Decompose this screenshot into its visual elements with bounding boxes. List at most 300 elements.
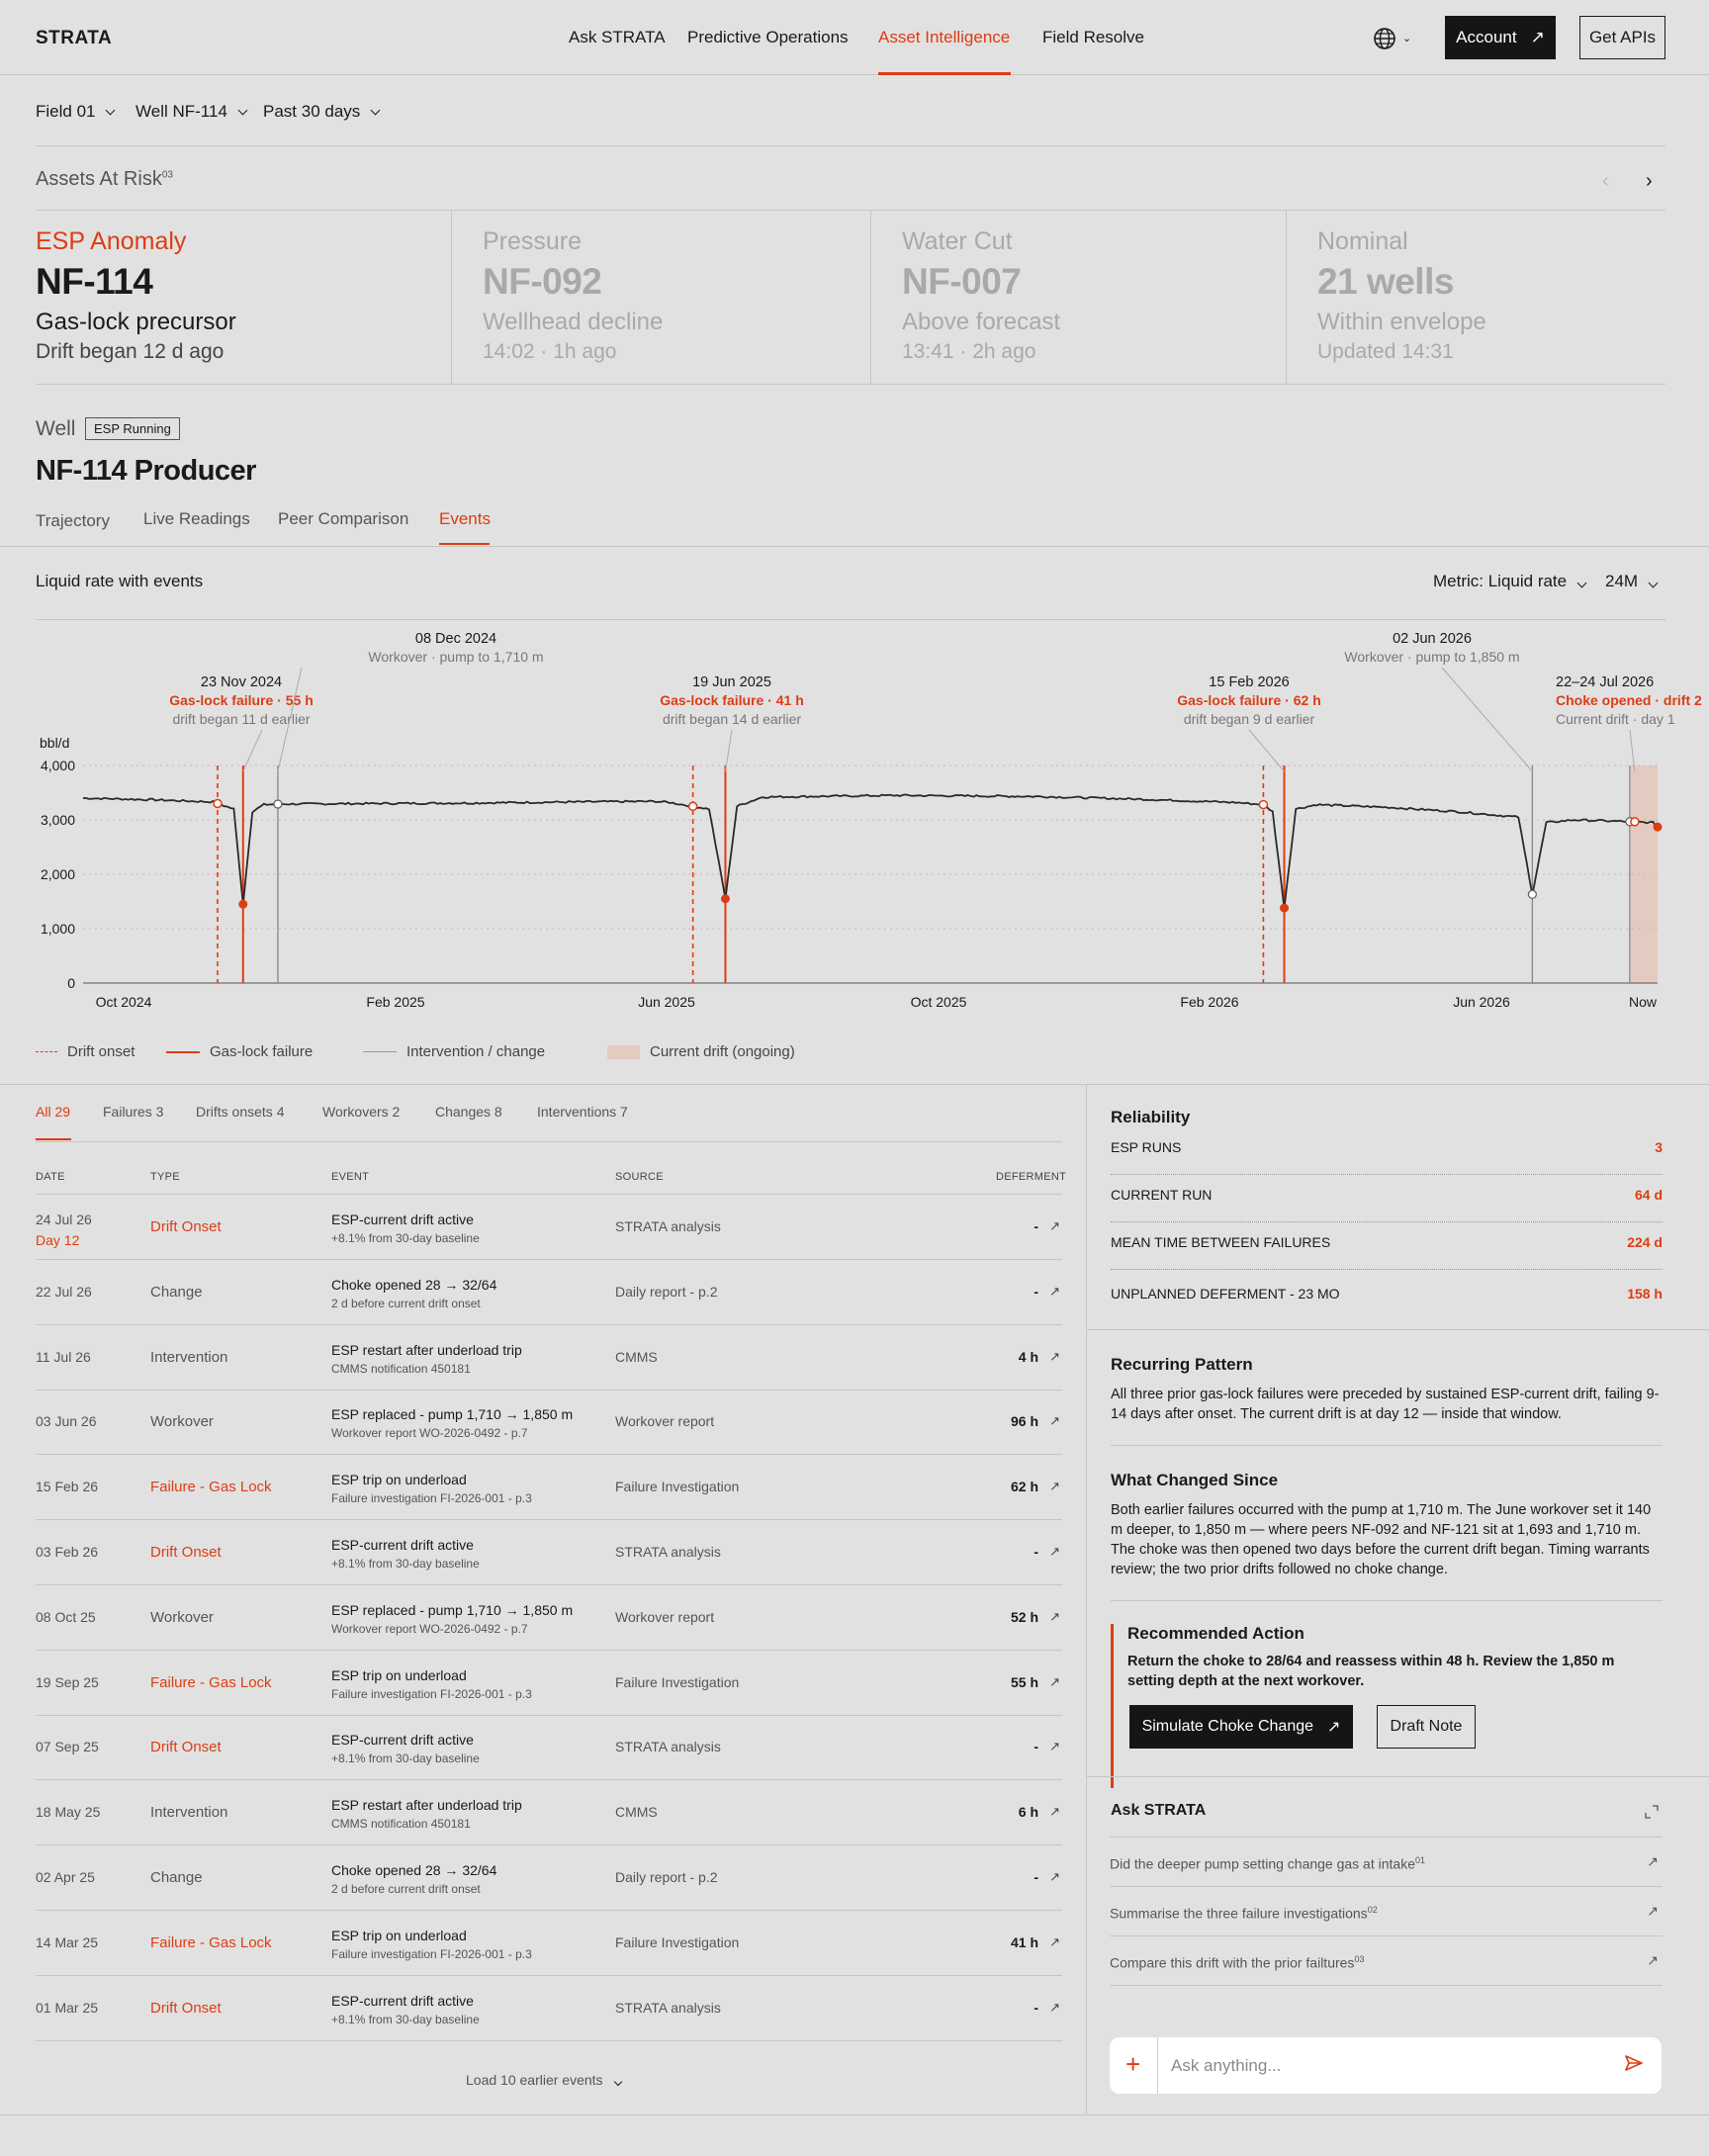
divider (36, 384, 1665, 385)
suggestion-label: Did the deeper pump setting change gas at intake (1110, 1855, 1415, 1872)
chevron-down-icon (237, 105, 247, 115)
table-row[interactable] (36, 1390, 1062, 1455)
chevron-down-icon (613, 2078, 621, 2086)
legend-label: Intervention / change (406, 1043, 546, 1060)
event-deferment: - (1034, 1999, 1038, 2016)
event-deferment: 6 h (1018, 1804, 1038, 1821)
table-row[interactable] (36, 1845, 1062, 1911)
event-title: ESP restart after underload trip (331, 1341, 522, 1358)
input-divider (1157, 2037, 1158, 2094)
event-deferment: - (1034, 1283, 1038, 1300)
suggestion-text (1110, 1905, 1378, 1922)
asset-status: Wellhead decline (483, 309, 664, 335)
period-filter-label: Past 30 days (263, 102, 361, 121)
divider (0, 546, 1709, 547)
asset-category: Nominal (1317, 227, 1408, 255)
event-date: 11 Jul 26 (36, 1348, 91, 1365)
current-drift-band (1630, 765, 1658, 983)
event-source: STRATA analysis (615, 1999, 721, 2016)
y-tick-label: 3,000 (40, 812, 75, 828)
event-title: Choke opened 28 → 32/64 (331, 1276, 497, 1293)
tab-events[interactable]: Events (439, 509, 491, 528)
asset-id: NF-092 (483, 261, 602, 302)
send-icon[interactable] (1624, 2053, 1644, 2073)
account-button[interactable] (1445, 16, 1556, 59)
event-subtitle: Failure investigation FI-2026-001 - p.3 (331, 1946, 532, 1961)
column-header-source[interactable]: SOURCE (615, 1171, 664, 1183)
divider (1111, 1600, 1663, 1601)
reliability-row (1111, 1175, 1663, 1222)
assets-title-text: Assets At Risk (36, 168, 162, 190)
liquid-rate-chart (0, 623, 1709, 1029)
annotation-title: Gas-lock failure · 62 h (1177, 692, 1321, 708)
divider (36, 619, 1665, 620)
event-type: Drift Onset (150, 1739, 222, 1756)
x-tick-label: Oct 2025 (910, 994, 967, 1010)
column-header-date[interactable]: DATE (36, 1171, 65, 1183)
y-axis-unit: bbl/d (40, 735, 70, 751)
annotation-date: 08 Dec 2024 (414, 631, 497, 647)
event-date: 15 Feb 26 (36, 1479, 99, 1495)
event-title: ESP-current drift active (331, 1732, 474, 1749)
table-row[interactable] (36, 1715, 1062, 1780)
tab-live-readings[interactable]: Live Readings (143, 509, 250, 528)
event-type: Workover (150, 1413, 214, 1431)
event-type: Change (150, 1283, 203, 1301)
drift-onset-marker (689, 802, 697, 810)
event-source: Failure Investigation (615, 1479, 740, 1495)
event-deferment: 4 h (1018, 1348, 1038, 1365)
table-row[interactable] (36, 1455, 1062, 1520)
suggestion-label: Compare this drift with the prior failtures (1110, 1954, 1355, 1971)
suggestion-label: Summarise the three failure investigations (1110, 1905, 1368, 1922)
page-title: NF-114 Producer (36, 455, 256, 487)
period-filter[interactable] (263, 102, 379, 122)
table-row[interactable] (36, 1260, 1062, 1325)
event-date: 08 Oct 25 (36, 1608, 96, 1625)
next-arrow-icon[interactable]: › (1646, 170, 1653, 192)
event-subtitle: 2 d before current drift onset (331, 1296, 481, 1310)
event-date: 24 Jul 26 (36, 1212, 92, 1227)
arrow-up-right-icon[interactable]: ↗ (1049, 1479, 1060, 1494)
column-header-type[interactable]: TYPE (150, 1171, 180, 1183)
y-tick-label: 4,000 (40, 758, 75, 773)
arrow-up-right-icon[interactable]: ↗ (1049, 1869, 1060, 1884)
annotation-subtitle: drift began 9 d earlier (1183, 711, 1315, 727)
divider (1111, 1445, 1663, 1446)
event-title: Choke opened 28 → 32/64 (331, 1862, 497, 1878)
y-tick-label: 1,000 (40, 921, 75, 937)
event-source: Daily report - p.2 (615, 1283, 718, 1300)
event-source: STRATA analysis (615, 1218, 721, 1234)
failure-swatch (166, 1051, 200, 1053)
asset-category: ESP Anomaly (36, 227, 187, 255)
event-deferment: 41 h (1010, 1933, 1038, 1950)
event-date: 22 Jul 26 (36, 1283, 92, 1300)
event-subtitle: +8.1% from 30-day baseline (331, 1557, 480, 1571)
metric-value: 158 h (1627, 1286, 1663, 1302)
metric-label: ESP RUNS (1111, 1139, 1182, 1155)
event-subtitle: Workover report WO-2026-0492 - p.7 (331, 1621, 528, 1636)
annotation-title: Gas-lock failure · 41 h (660, 692, 804, 708)
suggestion-text (1110, 1954, 1364, 1971)
event-subtitle: Failure investigation FI-2026-001 - p.3 (331, 1491, 532, 1506)
well-filter[interactable] (135, 102, 246, 122)
annotation-date: 15 Feb 2026 (1209, 674, 1290, 690)
event-deferment: 96 h (1010, 1413, 1038, 1430)
range-select-label: 24M (1605, 572, 1639, 590)
annotation-date: 02 Jun 2026 (1393, 631, 1472, 647)
card-divider (451, 210, 452, 384)
annotation-subtitle: Current drift · day 1 (1556, 711, 1675, 727)
annotation-subtitle: drift began 14 d earlier (662, 711, 802, 727)
previous-arrow-icon[interactable]: ‹ (1602, 170, 1609, 192)
annotation-title: Choke opened · drift 2 (1556, 692, 1702, 708)
event-title: ESP trip on underload (331, 1472, 467, 1488)
divider (1086, 1776, 1709, 1777)
reliability-title: Reliability (1111, 1108, 1191, 1126)
event-source: Daily report - p.2 (615, 1869, 718, 1885)
asset-detail: Updated 14:31 (1317, 340, 1454, 363)
nav-field-resolve[interactable]: Field Resolve (1042, 28, 1144, 46)
event-type: Workover (150, 1608, 214, 1626)
recurring-pattern-section (1111, 1355, 1663, 1424)
asset-id: NF-114 (36, 261, 153, 302)
suggestion-text (1110, 1855, 1425, 1872)
chevron-down-icon (371, 105, 381, 115)
table-row[interactable] (36, 1976, 1062, 2041)
metric-select-label: Metric: Liquid rate (1433, 572, 1568, 590)
intervention-marker (1528, 890, 1536, 898)
event-date: 03 Feb 26 (36, 1544, 99, 1560)
asset-category: Pressure (483, 227, 583, 255)
current-drift-marker (1631, 818, 1639, 826)
annotation-subtitle: drift began 11 d earlier (172, 711, 311, 727)
event-title: ESP trip on underload (331, 1666, 467, 1683)
x-tick-label: Jun 2025 (638, 994, 695, 1010)
divider (0, 2114, 1709, 2115)
ask-strata-section (1111, 1802, 1663, 1820)
chevron-down-icon (1577, 579, 1587, 588)
event-title: ESP restart after underload trip (331, 1797, 522, 1814)
event-type: Drift Onset (150, 1544, 222, 1561)
chevron-down-icon (1649, 579, 1659, 588)
y-tick-label: 0 (67, 975, 75, 991)
what-changed-text: Both earlier failures occurred with the pump at 1,710 m. The June workover set it 140 m deeper, to 1,850 m — where peers NF-092 and NF-121 sit at 1,693 and 1,710 m. The choke was then opened two days before the current drift began. Timing warrants review; the two prior drifts followed no choke change. (1111, 1502, 1652, 1577)
annotation-date: 23 Nov 2024 (200, 674, 283, 690)
annotation-subtitle: Workover · pump to 1,710 m (368, 649, 544, 665)
reliability-row (1111, 1222, 1663, 1270)
annotation-leader (243, 730, 262, 771)
arrow-up-right-icon: ↗ (1647, 1903, 1659, 1919)
event-deferment: - (1034, 1218, 1038, 1234)
filter-tab-all[interactable]: All 29 (36, 1104, 71, 1120)
recurring-pattern-text: All three prior gas-lock failures were preceded by sustained ESP-current drift, failing 9-14 days after onset. The current drift is at day 12 — inside that window. (1111, 1387, 1660, 1422)
reliability-row (1111, 1274, 1663, 1321)
event-type: Failure - Gas Lock (150, 1479, 272, 1496)
arrow-up-right-icon[interactable]: ↗ (1049, 1739, 1060, 1754)
asset-card-nf-007[interactable] (902, 210, 1286, 384)
ask-strata-title: Ask STRATA (1111, 1802, 1207, 1819)
x-tick-label: Jun 2026 (1453, 994, 1510, 1010)
event-day: Day 12 (36, 1232, 80, 1248)
event-title: ESP replaced - pump 1,710 → 1,850 m (331, 1601, 574, 1618)
event-source: Workover report (615, 1413, 715, 1430)
tab-trajectory[interactable]: Trajectory (36, 511, 110, 530)
intervention-marker (274, 800, 282, 808)
account-label: Account (1456, 28, 1517, 46)
intervention-swatch (363, 1051, 397, 1052)
event-deferment: 52 h (1010, 1608, 1038, 1625)
event-type: Change (150, 1869, 203, 1886)
asset-card-nf-114[interactable] (36, 210, 451, 384)
event-date: 01 Mar 25 (36, 1999, 99, 2016)
event-source: Workover report (615, 1608, 715, 1625)
panel-divider (1086, 1084, 1087, 2114)
suggestion-number: 02 (1367, 1905, 1378, 1915)
divider (1086, 1329, 1709, 1330)
event-type: Intervention (150, 1804, 228, 1822)
arrow-up-right-icon[interactable]: ↗ (1049, 1804, 1060, 1820)
event-subtitle: CMMS notification 450181 (331, 1361, 471, 1376)
nav-active-indicator (878, 72, 1011, 75)
event-source: STRATA analysis (615, 1739, 721, 1755)
well-label: Well (36, 417, 76, 440)
legend-drift-onset (36, 1043, 135, 1060)
failure-marker (238, 900, 247, 909)
recommended-action-box (1111, 1624, 1663, 1788)
legend-label: Drift onset (67, 1043, 135, 1060)
assets-count: 03 (161, 169, 173, 181)
card-divider (870, 210, 871, 384)
metric-label: MEAN TIME BETWEEN FAILURES (1111, 1234, 1331, 1250)
globe-icon[interactable] (1373, 27, 1396, 50)
event-deferment: - (1034, 1869, 1038, 1885)
metric-value: 64 d (1634, 1187, 1663, 1203)
metric-value: 224 d (1627, 1234, 1663, 1250)
legend-intervention (363, 1043, 545, 1060)
annotation-date: 22–24 Jul 2026 (1556, 674, 1655, 690)
arrow-up-right-icon[interactable]: ↗ (1049, 1933, 1060, 1949)
well-filter-label: Well NF-114 (135, 102, 227, 121)
asset-detail: 13:41 · 2h ago (902, 340, 1036, 363)
metric-value: 3 (1655, 1139, 1663, 1155)
x-tick-label: Feb 2026 (1180, 994, 1239, 1010)
chart-title: Liquid rate with events (36, 572, 204, 590)
event-type: Drift Onset (150, 1218, 222, 1235)
load-more-button[interactable] (466, 2072, 621, 2088)
annotation-title: Gas-lock failure · 55 h (169, 692, 314, 708)
ask-suggestion[interactable] (1110, 1887, 1663, 1936)
x-tick-label: Feb 2025 (366, 994, 425, 1010)
event-source: STRATA analysis (615, 1544, 721, 1560)
event-source: Failure Investigation (615, 1673, 740, 1690)
table-row[interactable] (36, 1651, 1062, 1716)
asset-id: NF-007 (902, 261, 1022, 302)
asset-card-nominal[interactable] (1317, 210, 1665, 384)
event-date: 19 Sep 25 (36, 1673, 99, 1690)
expand-icon[interactable] (1645, 1805, 1659, 1819)
event-subtitle: +8.1% from 30-day baseline (331, 1752, 480, 1766)
what-changed-section (1111, 1471, 1663, 1579)
event-type: Drift Onset (150, 1999, 222, 2017)
event-deferment: 62 h (1010, 1479, 1038, 1495)
event-title: ESP trip on underload (331, 1927, 467, 1943)
arrow-up-right-icon[interactable]: ↗ (1049, 1544, 1060, 1559)
event-date: 02 Apr 25 (36, 1869, 95, 1885)
event-date: 03 Jun 26 (36, 1413, 97, 1430)
simulate-label: Simulate Choke Change (1141, 1718, 1314, 1735)
table-row[interactable] (36, 1195, 1062, 1260)
tab-peer-comparison[interactable]: Peer Comparison (278, 509, 409, 528)
divider (36, 1141, 1062, 1142)
event-title: ESP-current drift active (331, 1537, 474, 1553)
asset-detail: 14:02 · 1h ago (483, 340, 617, 363)
event-subtitle: CMMS notification 450181 (331, 1817, 471, 1832)
table-row[interactable] (36, 1325, 1062, 1391)
table-row[interactable] (36, 1520, 1062, 1585)
draft-note-button[interactable]: Draft Note (1377, 1705, 1476, 1749)
ask-input[interactable] (1171, 2051, 1606, 2081)
latest-value-marker (1654, 823, 1663, 832)
ask-suggestion[interactable] (1110, 1838, 1663, 1887)
field-filter[interactable] (36, 102, 114, 122)
annotation-subtitle: Workover · pump to 1,850 m (1344, 649, 1520, 665)
event-date: 07 Sep 25 (36, 1739, 99, 1755)
filter-tab-interventions[interactable]: Interventions 7 (537, 1104, 628, 1120)
table-row[interactable] (36, 1911, 1062, 1976)
ask-suggestion[interactable] (1110, 1936, 1663, 1986)
event-type: Intervention (150, 1348, 228, 1366)
event-deferment: - (1034, 1544, 1038, 1560)
get-apis-button[interactable]: Get APIs (1579, 16, 1665, 59)
assets-at-risk-title (36, 168, 173, 191)
event-title: ESP replaced - pump 1,710 → 1,850 m (331, 1406, 574, 1423)
arrow-up-right-icon[interactable]: ↗ (1049, 1413, 1060, 1429)
metric-label: UNPLANNED DEFERMENT - 23 MO (1111, 1286, 1340, 1302)
nav-asset-intelligence[interactable]: Asset Intelligence (878, 28, 1011, 46)
event-source: CMMS (615, 1348, 658, 1365)
x-tick-label: Now (1628, 994, 1658, 1010)
arrow-up-right-icon[interactable]: ↗ (1049, 1999, 1060, 2015)
metric-label: CURRENT RUN (1111, 1187, 1213, 1203)
asset-card-nf-092[interactable] (483, 210, 870, 384)
event-subtitle: +8.1% from 30-day baseline (331, 2012, 480, 2026)
load-more-label: Load 10 earlier events (466, 2072, 603, 2088)
range-select[interactable] (1605, 572, 1657, 591)
divider (36, 145, 1665, 146)
language-chevron-down-icon[interactable]: ⌄ (1402, 33, 1412, 45)
annotation-date: 19 Jun 2025 (692, 674, 771, 690)
recommended-action-text: Return the choke to 28/64 and reassess within 48 h. Review the 1,850 m setting depth at the next workover. (1127, 1654, 1615, 1689)
table-row[interactable] (36, 1585, 1062, 1651)
asset-status: Within envelope (1317, 309, 1486, 335)
asset-status: Above forecast (902, 309, 1061, 335)
simulate-choke-change-button[interactable] (1129, 1705, 1353, 1749)
event-title: ESP-current drift active (331, 1992, 474, 2009)
event-subtitle: Workover report WO-2026-0492 - p.7 (331, 1426, 528, 1441)
divider (0, 1084, 1709, 1085)
arrow-up-right-icon: ↗ (1530, 28, 1545, 46)
plus-icon[interactable]: + (1125, 2049, 1141, 2079)
arrow-up-right-icon[interactable]: ↗ (1049, 1283, 1060, 1299)
chevron-down-icon (106, 105, 116, 115)
event-title: ESP-current drift active (331, 1212, 474, 1227)
drift-onset-swatch (36, 1051, 57, 1052)
failure-marker (1280, 904, 1289, 913)
event-type: Failure - Gas Lock (150, 1933, 272, 1951)
event-subtitle: Failure investigation FI-2026-001 - p.3 (331, 1686, 532, 1701)
reliability-row (1111, 1127, 1663, 1175)
legend-label: Gas-lock failure (210, 1043, 314, 1060)
legend-current-drift (607, 1043, 795, 1060)
filter-tab-changes[interactable]: Changes 8 (435, 1104, 502, 1120)
arrow-up-right-icon: ↗ (1647, 1952, 1659, 1968)
arrow-up-right-icon[interactable]: ↗ (1049, 1673, 1060, 1689)
event-date: 18 May 25 (36, 1804, 101, 1821)
filter-tab-active-indicator (36, 1138, 71, 1140)
y-tick-label: 2,000 (40, 866, 75, 882)
x-tick-label: Oct 2024 (95, 994, 152, 1010)
top-bar (0, 0, 1709, 75)
metric-select[interactable] (1433, 572, 1585, 591)
asset-detail: Drift began 12 d ago (36, 340, 225, 363)
event-source: CMMS (615, 1804, 658, 1821)
event-source: Failure Investigation (615, 1933, 740, 1950)
annotation-leader (1249, 730, 1285, 771)
suggestion-number: 03 (1354, 1954, 1365, 1964)
current-drift-swatch (607, 1045, 640, 1059)
event-subtitle: 2 d before current drift onset (331, 1882, 481, 1896)
arrow-up-right-icon: ↗ (1647, 1853, 1659, 1869)
filter-tab-workovers[interactable]: Workovers 2 (322, 1104, 401, 1120)
suggestion-number: 01 (1414, 1855, 1425, 1865)
column-header-event[interactable]: EVENT (331, 1171, 370, 1183)
arrow-up-right-icon[interactable]: ↗ (1049, 1348, 1060, 1364)
legend-label: Current drift (ongoing) (650, 1043, 795, 1060)
legend-gas-lock-failure (166, 1043, 313, 1060)
field-filter-label: Field 01 (36, 102, 96, 121)
failure-marker (721, 894, 730, 903)
what-changed-title: What Changed Since (1111, 1471, 1279, 1489)
liquid-rate-series (83, 794, 1658, 909)
event-deferment: - (1034, 1739, 1038, 1755)
ask-input-box (1110, 2037, 1662, 2094)
event-type: Failure - Gas Lock (150, 1673, 272, 1691)
recommended-action-title: Recommended Action (1127, 1624, 1304, 1643)
arrow-up-right-icon: ↗ (1327, 1719, 1341, 1736)
arrow-up-right-icon[interactable]: ↗ (1049, 1608, 1060, 1624)
table-row[interactable] (36, 1780, 1062, 1845)
event-date: 14 Mar 25 (36, 1933, 99, 1950)
asset-status: Gas-lock precursor (36, 309, 236, 335)
event-subtitle: +8.1% from 30-day baseline (331, 1231, 480, 1245)
recurring-pattern-title: Recurring Pattern (1111, 1355, 1253, 1374)
nav-ask-strata[interactable]: Ask STRATA (569, 28, 666, 46)
status-badge: ESP Running (85, 417, 180, 440)
reliability-section (1111, 1108, 1663, 1127)
column-header-deferment[interactable]: DEFERMENT (996, 1171, 1067, 1183)
event-deferment: 55 h (1010, 1673, 1038, 1690)
nav-predictive-operations[interactable]: Predictive Operations (687, 28, 849, 46)
arrow-up-right-icon[interactable]: ↗ (1049, 1218, 1060, 1233)
drift-onset-marker (1259, 801, 1267, 809)
tab-active-indicator (439, 543, 490, 545)
logo[interactable]: STRATA (36, 28, 113, 48)
filter-tab-failures[interactable]: Failures 3 (103, 1104, 164, 1120)
asset-id: 21 wells (1317, 261, 1454, 302)
filter-tab-drift-onsets[interactable]: Drifts onsets 4 (196, 1104, 285, 1120)
